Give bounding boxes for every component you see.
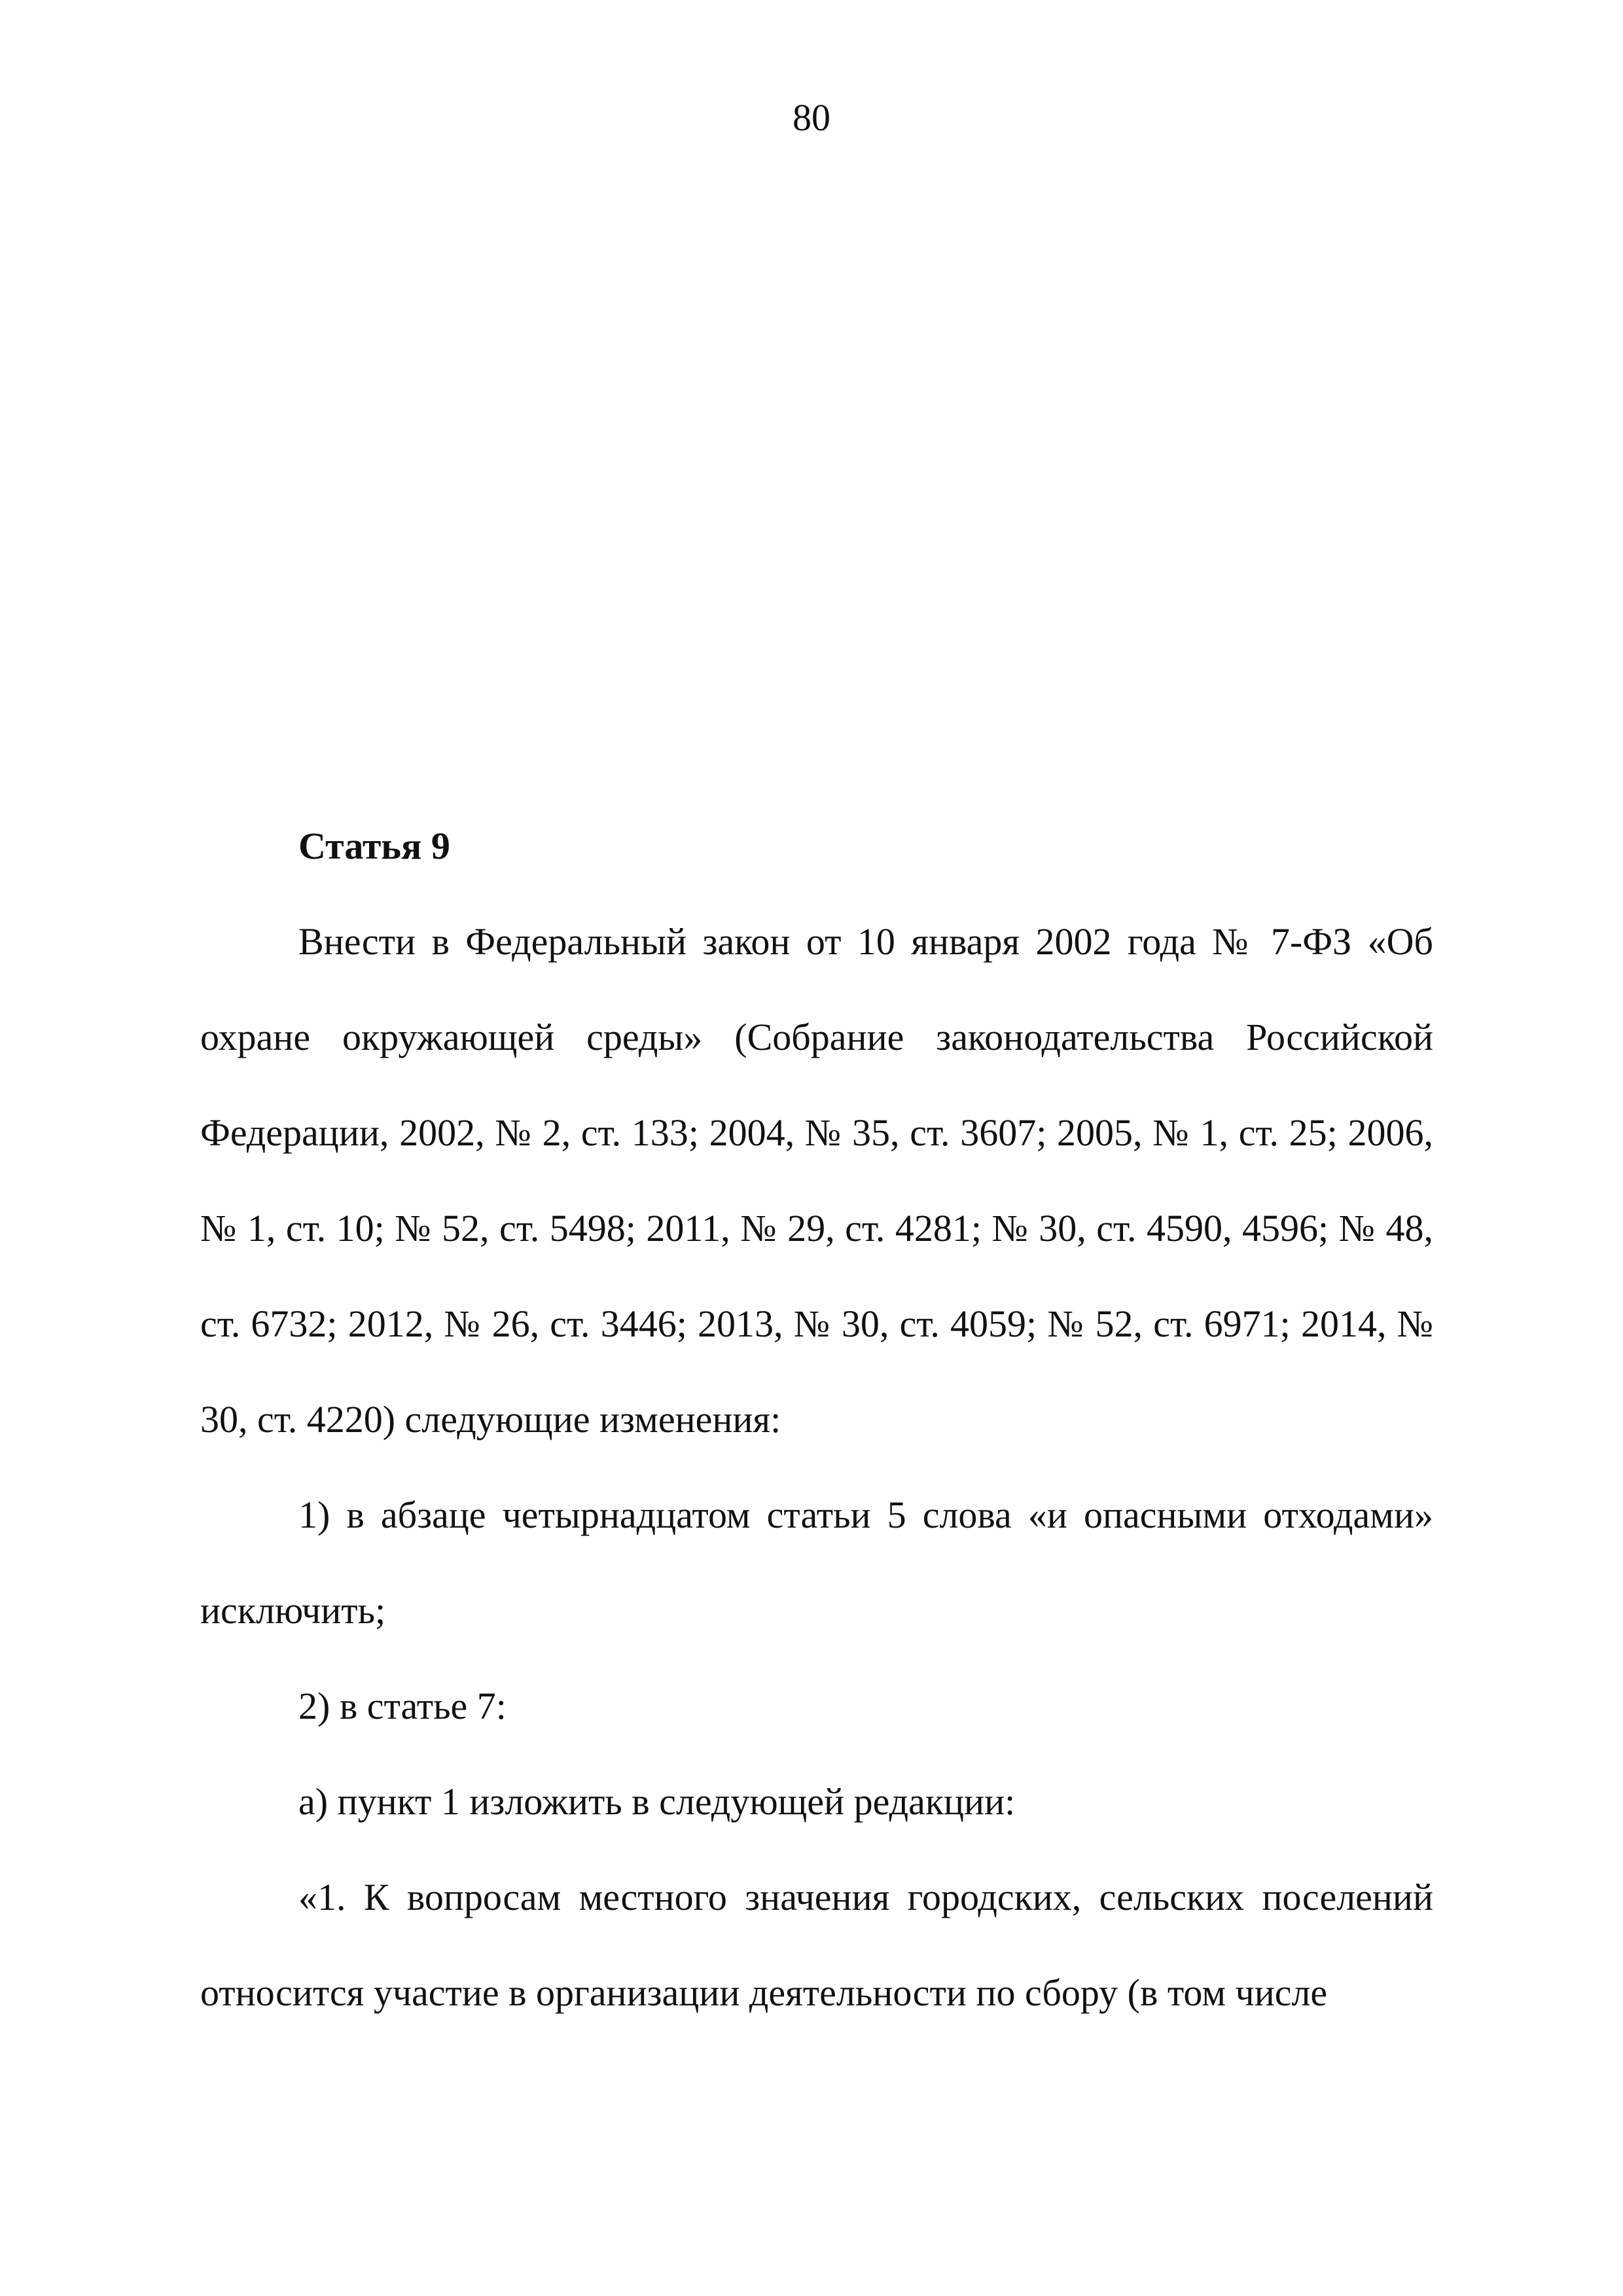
paragraph-subitem-a: а) пункт 1 изложить в следующей редакции: (298, 1780, 1016, 1823)
paragraph-item-2: 2) в статье 7: (298, 1685, 507, 1727)
document-body (200, 798, 1433, 2041)
paragraph-quoted-text: «1. К вопросам местного значения городских, сельских поселений относится участие в организации деятельности по сбору (в том числе (200, 1876, 1433, 2014)
page-number: 80 (793, 96, 830, 139)
paragraph-item-1: 1) в абзаце четырнадцатом статьи 5 слова «и опасными отходами» исключить; (200, 1494, 1433, 1632)
article-title: Статья 9 (298, 825, 450, 867)
paragraph-amendment-intro: Внести в Федеральный закон от 10 января 2002 года № 7-ФЗ «Об охране окружающей среды» (Собрание законодательства Российской Федерации, 2002, № 2, ст. 133; 2004, № 35, ст. 3607; 2005, № 1, ст. 25; 2006, № 1, ст. 10; № 52, ст. 5498; 2011, № 29, ст. 4281; № 30, ст. 4590, 4596; № 48, ст. 6732; 2012, № 26, ст. 3446; 2013, № 30, ст. 4059; № 52, ст. 6971; 2014, № 30, ст. 4220) следующие изменения: (200, 920, 1433, 1441)
